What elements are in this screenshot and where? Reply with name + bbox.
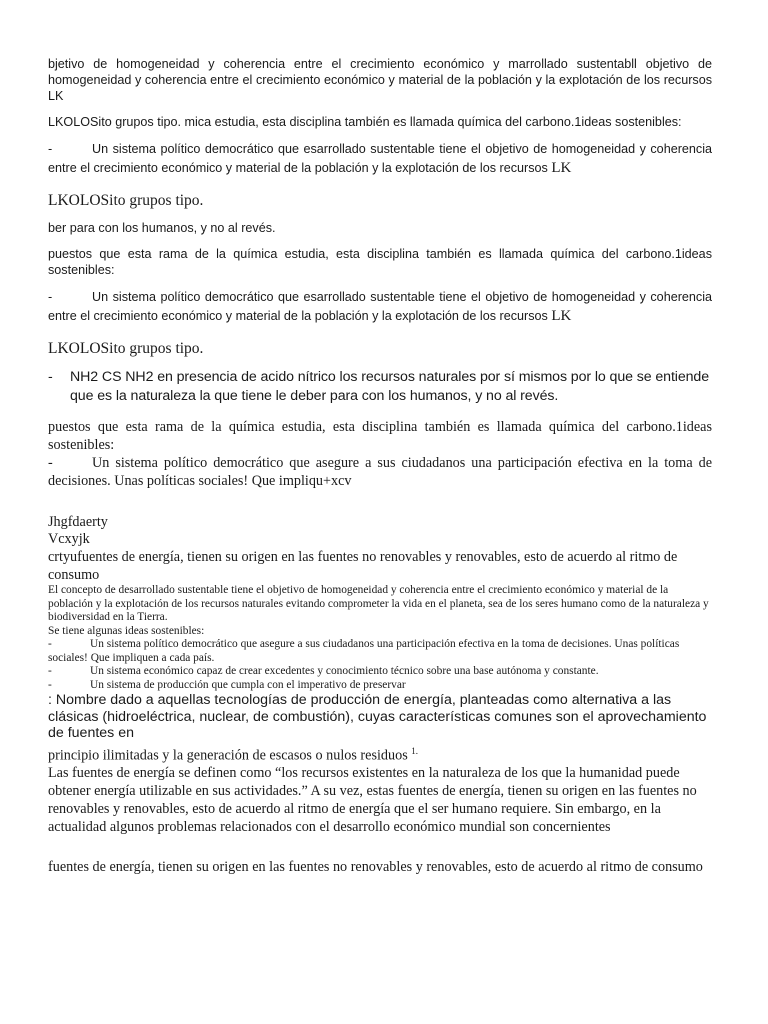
paragraph-puestos: puestos que esta rama de la química estudia, esta disciplina también es llamada química del carbono.1ideas sostenibles: xyxy=(48,247,712,277)
principio-text: principio ilimitadas y la generación de escasos o nulos residuos xyxy=(48,747,408,764)
bullet-item-2 xyxy=(48,288,712,326)
bullet-tiny-3 xyxy=(48,679,712,693)
paragraph-puestos-serif: puestos que esta rama de la química estudia, esta disciplina también es llamada química del carbono.1ideas sostenibles: xyxy=(48,419,712,453)
document-page xyxy=(48,56,712,876)
bullet-text: Un sistema político democrático que asegure a sus ciudadanos una participación efectiva en la toma de decisiones. Unas políticas sociales! Que impliquen a cada país. xyxy=(48,638,680,664)
bullet-text: Un sistema político democrático que esarrollado sustentable tiene el objetivo de homogeneidad y coherencia entre el crecimiento económico y material de la población y la explotación de los recursos xyxy=(48,142,712,175)
paragraph-intro: bjetivo de homogeneidad y coherencia entre el crecimiento económico y marrollado sustentabll objetivo de homogeneidad y coherencia entre el crecimiento económico y material de la población y la explotación de los recursos LK xyxy=(48,57,712,103)
bullet-text: Un sistema político democrático que asegure a sus ciudadanos una participación efectiva en la toma de decisiones. Unas políticas sociales! Que impliqu+xcv xyxy=(48,455,712,489)
bullet-text: NH2 CS NH2 en presencia de acido nítrico los recursos naturales por sí mismos por lo que se entiende que es la naturaleza la que tiene le deber para con los humanos, y no al revés. xyxy=(70,369,710,404)
paragraph-ideas-intro: Se tiene algunas ideas sostenibles: xyxy=(48,624,205,637)
bullet-lk: LK xyxy=(551,308,572,324)
bullet-dash: - xyxy=(48,678,52,691)
paragraph-fuentes-energia: Las fuentes de energía se definen como “los recursos existentes en la naturaleza de los que la humanidad puede obtener energía utilizable en sus actividades.” A su vez, estas fuentes de energía, tienen su origen en las fuentes no renovables y renovables, esto de acuerdo al ritmo de energía que el ser humano requiere. Sin embargo, en la actualidad algunos problemas relacionados con el desarrollo económico mundial son concernientes xyxy=(48,765,697,836)
paragraph-concepto: El concepto de desarrollado sustentable tiene el objetivo de homogeneidad y coherencia entre el crecimiento económico y material de la población y la explotación de los recursos naturales evitando comprometer la vida en el planeta, sea de los seres humano como de la naturaleza y biodiversidad en la Tierra. xyxy=(48,584,709,623)
bullet-dash: - xyxy=(48,290,53,304)
paragraph-nombre-dado: : Nombre dado a aquellas tecnologías de producción de energía, planteadas como alternativa a las clásicas (hidroeléctrica, nuclear, de combustión), cuyas características comunes son el aprovechamiento de fuentes en xyxy=(48,692,707,741)
line-vcxyjk: Vcxyjk xyxy=(48,531,90,547)
bullet-dash: - xyxy=(48,142,53,156)
heading-lkolosito-1: LKOLOSito grupos tipo. xyxy=(48,192,204,209)
bullet-dash: - xyxy=(48,455,53,471)
bullet-item-1 xyxy=(48,140,712,178)
footnote-ref: 1. xyxy=(411,745,419,756)
bullet-dash: - xyxy=(48,369,53,385)
bullet-lk: LK xyxy=(551,160,572,176)
bullet-text: Un sistema económico capaz de crear excedentes y conocimiento técnico sobre una base autónoma y constante. xyxy=(90,665,599,677)
bullet-text: Un sistema de producción que cumpla con el imperativo de preservar xyxy=(90,678,406,691)
paragraph-lkolosito: LKOLOSito grupos tipo. mica estudia, esta disciplina también es llamada química del carbono.1ideas sostenibles: xyxy=(48,115,682,129)
bullet-sistema-politico xyxy=(48,454,712,490)
bullet-tiny-1 xyxy=(48,638,712,665)
paragraph-crtyufuentes: crtyufuentes de energía, tienen su origen en las fuentes no renovables y renovables, esto de acuerdo al ritmo de consumo xyxy=(48,549,678,583)
paragraph-fuentes-final: fuentes de energía, tienen su origen en las fuentes no renovables y renovables, esto de acuerdo al ritmo de consumo xyxy=(48,859,703,876)
line-jhgfdaerty: Jhgfdaerty xyxy=(48,514,108,530)
bullet-text: Un sistema político democrático que esarrollado sustentable tiene el objetivo de homogeneidad y coherencia entre el crecimiento económico y material de la población y la explotación de los recursos xyxy=(48,290,712,323)
bullet-nh2 xyxy=(48,368,712,406)
paragraph-principio xyxy=(48,742,712,765)
bullet-dash: - xyxy=(48,665,52,677)
bullet-tiny-2 xyxy=(48,665,712,679)
bullet-dash: - xyxy=(48,638,52,650)
paragraph-humanos: ber para con los humanos, y no al revés. xyxy=(48,221,276,235)
heading-lkolosito-2: LKOLOSito grupos tipo. xyxy=(48,340,204,357)
